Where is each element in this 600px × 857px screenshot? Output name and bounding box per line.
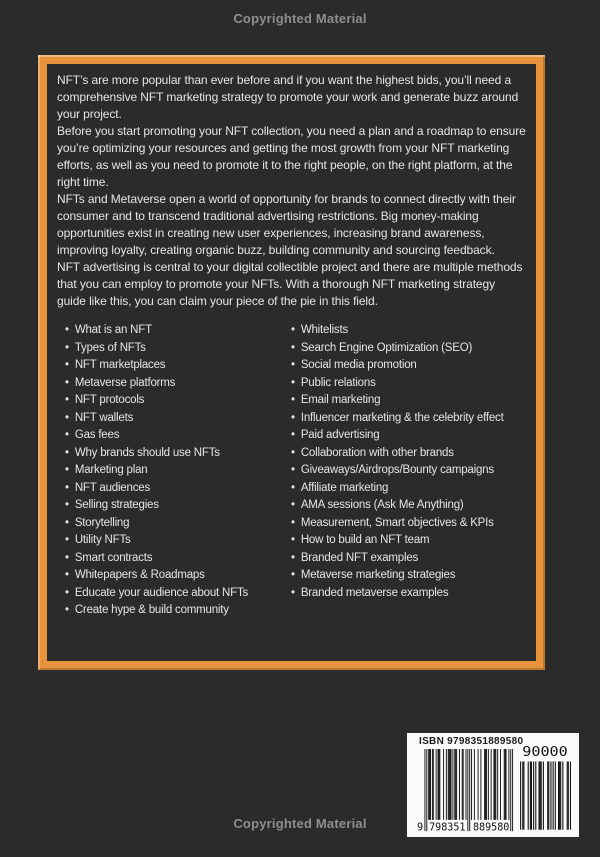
topic-item: • Whitepapers & Roadmaps: [65, 567, 291, 585]
topic-item: • Utility NFTs: [65, 532, 291, 550]
topic-item: • Gas fees: [65, 427, 291, 445]
topics-left-column: [65, 322, 291, 620]
topic-item: • Whitelists: [291, 322, 526, 340]
topic-item: • How to build an NFT team: [291, 532, 526, 550]
cover-frame: [38, 55, 545, 670]
topic-item: • NFT audiences: [65, 480, 291, 498]
topic-item: • Giveaways/Airdrops/Bounty campaigns: [291, 462, 526, 480]
topic-item: • Selling strategies: [65, 497, 291, 515]
isbn-label: ISBN 9798351889580: [419, 736, 524, 747]
topic-item: • NFT protocols: [65, 392, 291, 410]
blurb-paragraph: NFT advertising is central to your digital collectible project and there are multiple methods that you can employ to promote your NFTs. With a thorough NFT marketing strategy guide like this, you can claim your piece of the pie in this field.: [57, 260, 523, 308]
topic-item: • Metaverse marketing strategies: [291, 567, 526, 585]
blurb: [57, 72, 526, 310]
blurb-paragraph: Before you start promoting your NFT collection, you need a plan and a roadmap to ensure you’re optimizing your resources and getting the most growth from your NFT marketing efforts, as well as you need to promote it to the right people, on the right platform, at the right time.: [57, 124, 526, 189]
blurb-paragraph: NFT’s are more popular than ever before and if you want the highest bids, you’ll need a comprehensive NFT marketing strategy to promote your work and generate buzz around your project.: [57, 73, 519, 121]
topic-item: • What is an NFT: [65, 322, 291, 340]
topic-item: • Metaverse platforms: [65, 375, 291, 393]
svg-text:9: 9: [417, 821, 424, 833]
svg-text:889580: 889580: [472, 821, 510, 833]
svg-text:798351: 798351: [429, 821, 466, 833]
topic-item: • Public relations: [291, 375, 526, 393]
topic-item: • Branded NFT examples: [291, 550, 526, 568]
topic-item: • Branded metaverse examples: [291, 585, 526, 603]
topic-item: • Create hype & build community: [65, 602, 291, 620]
topic-item: • Storytelling: [65, 515, 291, 533]
topic-item: • Paid advertising: [291, 427, 526, 445]
topic-item: • AMA sessions (Ask Me Anything): [291, 497, 526, 515]
topic-item: • Educate your audience about NFTs: [65, 585, 291, 603]
topic-item: • Email marketing: [291, 392, 526, 410]
topic-item: • Affiliate marketing: [291, 480, 526, 498]
topic-item: • Why brands should use NFTs: [65, 445, 291, 463]
topic-item: • NFT marketplaces: [65, 357, 291, 375]
svg-text:90000: 90000: [522, 745, 568, 761]
blurb-paragraph: NFTs and Metaverse open a world of opportunity for brands to connect directly with their consumer and to transcend traditional advertising restrictions. Big money-making opportunities exist in creating new user experiences, increasing brand awareness, improving loyalty, creating organic buzz, building community and sourcing feedback.: [57, 192, 516, 257]
topic-item: • Social media promotion: [291, 357, 526, 375]
topic-item: • Marketing plan: [65, 462, 291, 480]
cover-content: [47, 64, 536, 661]
topic-item: • Influencer marketing & the celebrity effect: [291, 410, 526, 428]
topic-item: • Smart contracts: [65, 550, 291, 568]
topic-item: • Collaboration with other brands: [291, 445, 526, 463]
topics-columns: [57, 322, 526, 620]
topic-item: • NFT wallets: [65, 410, 291, 428]
copyrighted-material-top: Copyrighted Material: [233, 11, 367, 26]
topic-item: • Search Engine Optimization (SEO): [291, 340, 526, 358]
topics-right-column: [291, 322, 526, 620]
topic-item: • Measurement, Smart objectives & KPIs: [291, 515, 526, 533]
topic-item: • Types of NFTs: [65, 340, 291, 358]
copyrighted-material-bottom: Copyrighted Material: [233, 816, 367, 831]
